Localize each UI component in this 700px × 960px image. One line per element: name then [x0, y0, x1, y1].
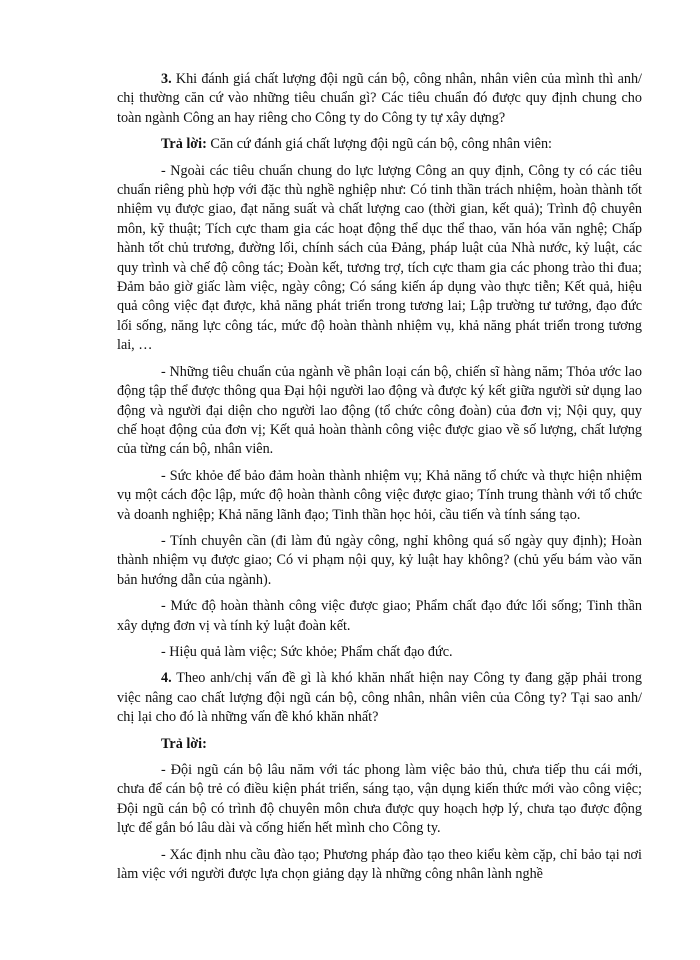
question-3-text: Khi đánh giá chất lượng đội ngũ cán bộ, công nhân, nhân viên của mình thì anh/ chị thường căn cứ vào những tiêu chuẩn gì? Các tiêu chuẩn đó được quy định chung cho toàn ngành Công an hay riêng cho Công ty do Công ty tự xây dựng?: [117, 71, 642, 126]
question-4-text: Theo anh/chị vấn đề gì là khó khăn nhất hiện nay Công ty đang gặp phải trong việc nâng cao chất lượng đội ngũ cán bộ, công nhân, nhân viên của Công ty? Tại sao anh/ chị lại cho đó là những vấn đề khó khăn nhất?: [117, 670, 642, 726]
answer-3-point-5: - Mức độ hoàn thành công việc được giao; Phẩm chất đạo đức lối sống; Tinh thần xây dựng đơn vị và tính kỷ luật đoàn kết.: [117, 598, 642, 634]
answer-4-label: Trả lời:: [161, 735, 207, 752]
answer-4-point-1: - Đội ngũ cán bộ lâu năm với tác phong làm việc bảo thủ, chưa tiếp thu cái mới, chưa để cán bộ trẻ có điều kiện phát triển, sáng tạo, vận dụng kiến thức mới vào công việc; Đội ngũ cán bộ có trình độ chuyên môn chưa được quy hoạch hợp lý, chưa tạo được động lực để gắn bó lâu dài và cống hiến hết mình cho Công ty.: [117, 762, 642, 837]
question-4-number: 4.: [161, 670, 172, 687]
answer-3-heading: [117, 135, 642, 154]
answer-3-point-3: - Sức khỏe để bảo đảm hoàn thành nhiệm vụ; Khả năng tổ chức và thực hiện nhiệm vụ một cách độc lập, mức độ hoàn thành công việc được giao; Tính trung thành với tổ chức và doanh nghiệp; Khả năng lãnh đạo; Tinh thần học hỏi, cầu tiến và tính sáng tạo.: [117, 467, 642, 523]
answer-3-intro: Căn cứ đánh giá chất lượng đội ngũ cán bộ, công nhân viên:: [210, 136, 552, 153]
question-3-number: 3.: [161, 71, 172, 87]
answer-3-label: Trả lời:: [161, 136, 207, 153]
answer-4-point-2: - Xác định nhu cầu đào tạo; Phương pháp đào tạo theo kiểu kèm cặp, chỉ bảo tại nơi làm việc với người được lựa chọn giảng dạy là những công nhân lành nghề: [117, 846, 642, 883]
question-4: [117, 669, 642, 727]
answer-3-point-4: - Tính chuyên cần (đi làm đủ ngày công, nghỉ không quá số ngày quy định); Hoàn thành nhiệm vụ được giao; Có vi phạm nội quy, kỷ luật hay không? (chủ yếu bám vào văn bản hướng dẫn của ngành).: [117, 532, 642, 588]
answer-3-point-1: - Ngoài các tiêu chuẩn chung do lực lượng Công an quy định, Công ty có các tiêu chuẩn riêng phù hợp với đặc thù nghề nghiệp như: Có tinh thần trách nhiệm, hoàn thành tốt nhiệm vụ được giao, đạt năng suất và chất lượng cao (thời gian, kết quả); Trình độ chuyên môn, kỹ thuật; Tích cực tham gia các hoạt động thể dục thể thao, văn hóa văn nghệ; Chấp hành tốt chủ trương, đường lối, chính sách của Đảng, pháp luật của Nhà nước, kỷ luật, các quy trình và chế độ công tác; Đoàn kết, tương trợ, tích cực tham gia các phong trào thi đua; Đảm bảo giờ giấc làm việc, ngày công; Có sáng kiến áp dụng vào thực tiễn; Kết quả, hiệu quả công việc đạt được, khả năng phát triển trong tương lai; Lập trường tư tưởng, đạo đức lối sống, năng lực công tác, mức độ hoàn thành nhiệm vụ, khả năng phát triển trong tương lai, …: [117, 162, 642, 354]
question-3: [117, 70, 642, 128]
answer-3-point-2: - Những tiêu chuẩn của ngành về phân loại cán bộ, chiến sĩ hàng năm; Thỏa ước lao động tập thể được thông qua Đại hội người lao động và được ký kết giữa người sử dụng lao động và người đại diện cho người lao động (tổ chức công đoàn) của đơn vị; Nội quy, quy chế hoạt động của đơn vị; Kết quả hoàn thành công việc được giao về số lượng, chất lượng của từng cán bộ, nhân viên.: [117, 363, 642, 458]
answer-3-point-6: - Hiệu quả làm việc; Sức khỏe; Phẩm chất đạo đức.: [161, 643, 453, 660]
